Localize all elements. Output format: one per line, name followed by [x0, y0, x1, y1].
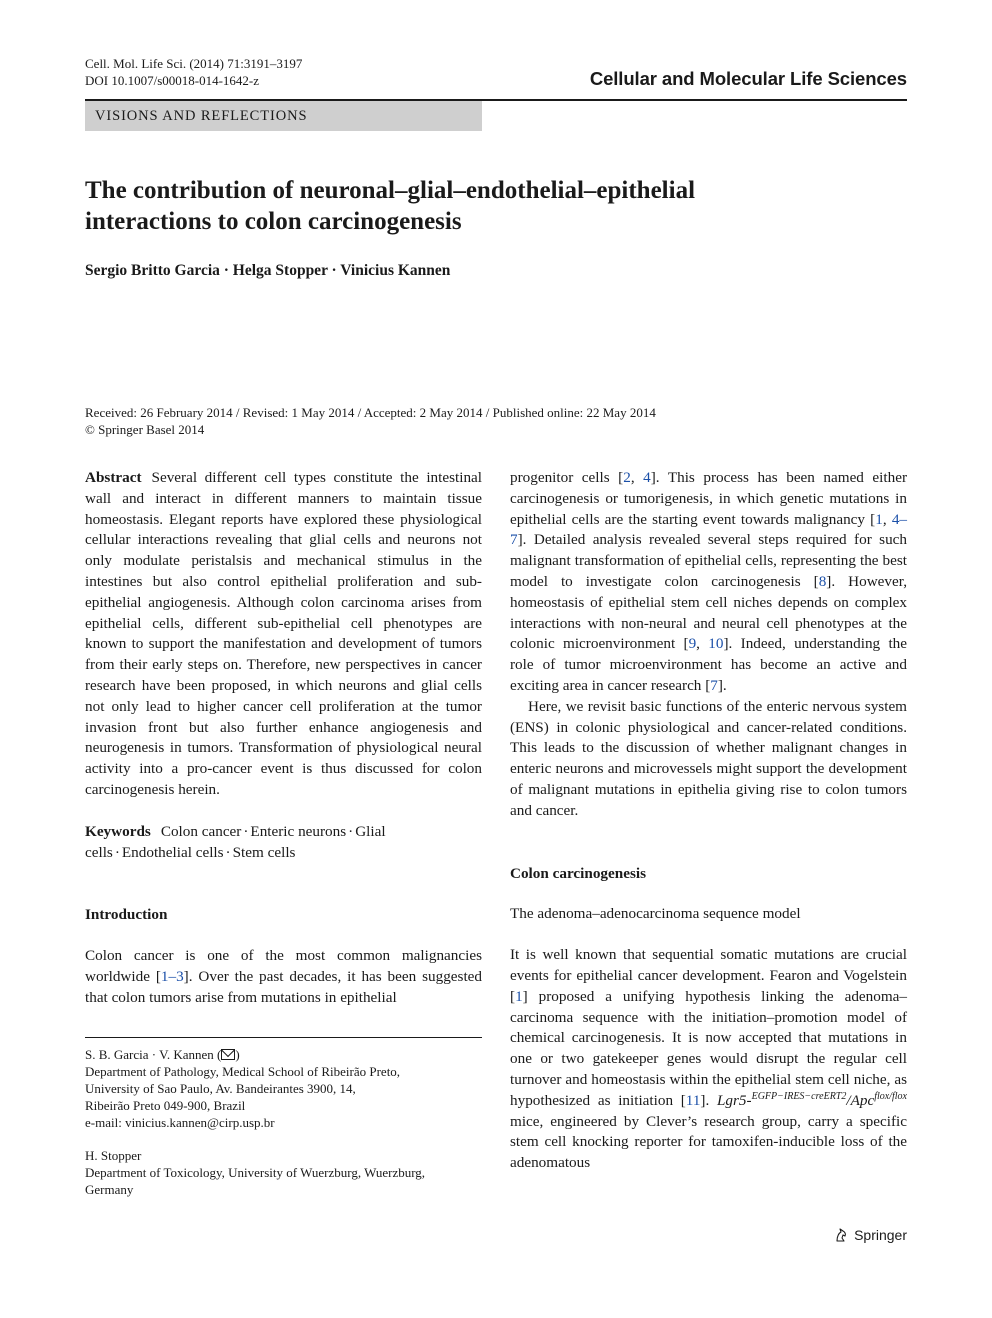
footnote-rule: [85, 1037, 482, 1038]
author-names: S. B. Garcia · V. Kannen (: [85, 1047, 222, 1062]
citation-link[interactable]: 10: [708, 635, 724, 653]
introduction-paragraph: [85, 946, 482, 1008]
paren: ): [235, 1047, 240, 1062]
affiliation-line: University of Sao Paulo, Av. Bandeirantes 3900, 14,: [85, 1081, 356, 1096]
citation-link[interactable]: 1–3: [160, 967, 184, 985]
right-column: [510, 468, 907, 1174]
affiliation-line: Department of Toxicology, University of Wuerzburg, Wuerzburg,: [85, 1165, 426, 1180]
body-text: ]. Detailed analysis revealed several steps required for such malignant transformation of epithelial cells, representing the best model to investigate colon carcinogenesis [: [510, 531, 907, 590]
doi-line: DOI 10.1007/s00018-014-1642-z: [85, 73, 260, 88]
keyword-separator: ·: [348, 822, 354, 840]
title-line: The contribution of neuronal–glial–endothelial–epithelial: [85, 177, 696, 204]
section-banner: [85, 101, 482, 131]
body-paragraph: [510, 468, 907, 697]
affiliation-line: Ribeirão Preto 049-900, Brazil: [85, 1098, 246, 1113]
affiliation-names: H. Stopper: [85, 1148, 142, 1163]
citation-link[interactable]: 2: [623, 469, 631, 486]
keyword-separator: ·: [114, 843, 120, 861]
title-line: interactions to colon carcinogenesis: [85, 208, 462, 235]
affiliation-names: [85, 1046, 485, 1063]
article-title: [85, 175, 915, 237]
citation-link[interactable]: 4–7: [510, 510, 907, 549]
citation-link[interactable]: 8: [818, 572, 827, 590]
keyword-separator: ·: [225, 843, 231, 861]
author-list: Sergio Britto Garcia · Helga Stopper · Vinicius Kannen: [85, 262, 451, 279]
body-text: ].: [717, 676, 727, 694]
affiliation-line: Germany: [85, 1182, 134, 1197]
section-label: VISIONS AND REFLECTIONS: [95, 108, 308, 124]
keyword: Endothelial cells: [121, 843, 224, 861]
gene-superscript: EGFP−IRES−creERT2: [751, 1090, 847, 1102]
body-text: ].: [700, 1091, 717, 1109]
left-column: [85, 468, 482, 1009]
body-text: ,: [696, 635, 709, 653]
body-text: ]. However, homeostasis of epithelial stem cell niches depends on complex interactions with non-neural and neural cell phenotypes at the colonic microenvironment [: [510, 572, 907, 653]
citation-link[interactable]: 1: [875, 510, 883, 528]
body-text: Colon cancer is one of the most common malignancies worldwide [: [85, 947, 482, 985]
body-text: ]. This process has been named either carcinogenesis or tumorigenesis, in which genetic mutations in epithelial cells are the starting event towards malignancy [: [510, 469, 907, 528]
gene-name: Lgr5-: [716, 1091, 752, 1109]
copyright: © Springer Basel 2014: [85, 422, 205, 437]
publisher-name: Springer: [854, 1227, 907, 1243]
keywords: [85, 822, 482, 864]
keyword-separator: ·: [243, 822, 249, 840]
article-history: [85, 404, 915, 438]
affiliation-line: Department of Pathology, Medical School of Ribeirão Preto,: [85, 1064, 401, 1079]
abstract-text: Several different cell types constitute the intestinal wall and interact in different manners to maintain tissue homeostasis. Elegant reports have explored these physiological cellular interactions revealing that glial cells and neurons not only modulate peristalsis and mechanical stimulus in the intestines but also control epithelial proliferation and sub-epithelial angiogenesis. Although colon carcinoma arises from epithelial cells, different sub-epithelial cell phenotypes are known to support the manifestation and development of tumors from their early steps on. Therefore, new perspectives in cancer research have been proposed, in which neurons and glial cells not only lead to higher cancer cell proliferation at the tumor invasion front but also further enhance angiogenesis and neurogenesis in tumors. Transformation of physiological neural activity into a pro-cancer event is thus discussed for colon carcinogenesis herein.: [85, 469, 482, 798]
affiliation-2: [85, 1147, 485, 1198]
history-dates: Received: 26 February 2014 / Revised: 1 May 2014 / Accepted: 2 May 2014 / Published online: 22 May 2014: [85, 405, 656, 420]
body-text: progenitor cells [: [510, 469, 624, 486]
keyword: Glial cells: [85, 822, 386, 861]
affiliation-1: [85, 1046, 485, 1131]
body-text: ] proposed a unifying hypothesis linking the adenoma–carcinoma sequence with the initiation–promotion model of chemical carcinogenesis. It is now accepted that mutations in one or two gatekeeper genes would disrupt the regular cell turnover and homeostasis within the epithelial stem cell niche, as hypothesized as initiation [: [510, 987, 907, 1109]
body-paragraph: Here, we revisit basic functions of the enteric nervous system (ENS) in colonic physiological and cancer-related conditions. This leads to the discussion of whether malignant changes in enteric neurons and microvessels might support the development of malignant mutations in epithelia giving rise to colon tumors and cancer.: [510, 697, 907, 819]
affiliations: [85, 1046, 485, 1214]
body-text: ]. Over the past decades, it has been suggested that colon tumors arise from mutations in epithelial: [85, 967, 483, 1006]
section-heading-introduction: Introduction: [85, 906, 168, 924]
citation-line: Cell. Mol. Life Sci. (2014) 71:3191–3197: [85, 56, 303, 71]
keyword: Colon cancer: [160, 822, 242, 840]
body-text: ,: [882, 510, 892, 528]
gene-superscript: flox/flox: [874, 1090, 907, 1102]
envelope-icon: [221, 1049, 235, 1060]
citation-link[interactable]: 1: [515, 987, 523, 1005]
body-text: ]. Indeed, understanding the role of tumor microenvironment has become an active and exciting area in cancer research [: [510, 635, 908, 694]
citation-link[interactable]: 11: [685, 1091, 701, 1109]
citation-link[interactable]: 9: [688, 635, 697, 653]
citation-block: [85, 55, 302, 89]
corresponding-email[interactable]: e-mail: vinicius.kannen@cirp.usp.br: [85, 1115, 275, 1130]
springer-horse-icon: [833, 1227, 849, 1243]
body-text: It is well known that sequential somatic mutations are crucial events for epithelial cancer development. Fearon and Vogelstein [: [510, 946, 907, 1005]
abstract: [85, 468, 482, 801]
publisher-mark: [833, 1227, 907, 1243]
keywords-label: Keywords: [85, 822, 151, 840]
body-text: ,: [630, 469, 644, 486]
keyword: Stem cells: [232, 843, 296, 861]
citation-link[interactable]: 4: [643, 469, 651, 486]
body-text: mice, engineered by Clever’s research group, carry a specific stem cell knocking reporter for tamoxifen-inducible loss of the adenomatous: [510, 1112, 907, 1172]
section-heading-colon-carcinogenesis: Colon carcinogenesis: [510, 864, 646, 882]
keyword: Enteric neurons: [250, 822, 347, 840]
gene-slash: /: [846, 1091, 851, 1109]
citation-link[interactable]: 7: [710, 676, 718, 694]
gene-name: Apc: [850, 1091, 875, 1109]
body-paragraph: [510, 945, 907, 1174]
abstract-label: Abstract: [85, 469, 142, 486]
subsection-heading: The adenoma–adenocarcinoma sequence model: [510, 905, 801, 923]
journal-title: Cellular and Molecular Life Sciences: [589, 68, 907, 89]
